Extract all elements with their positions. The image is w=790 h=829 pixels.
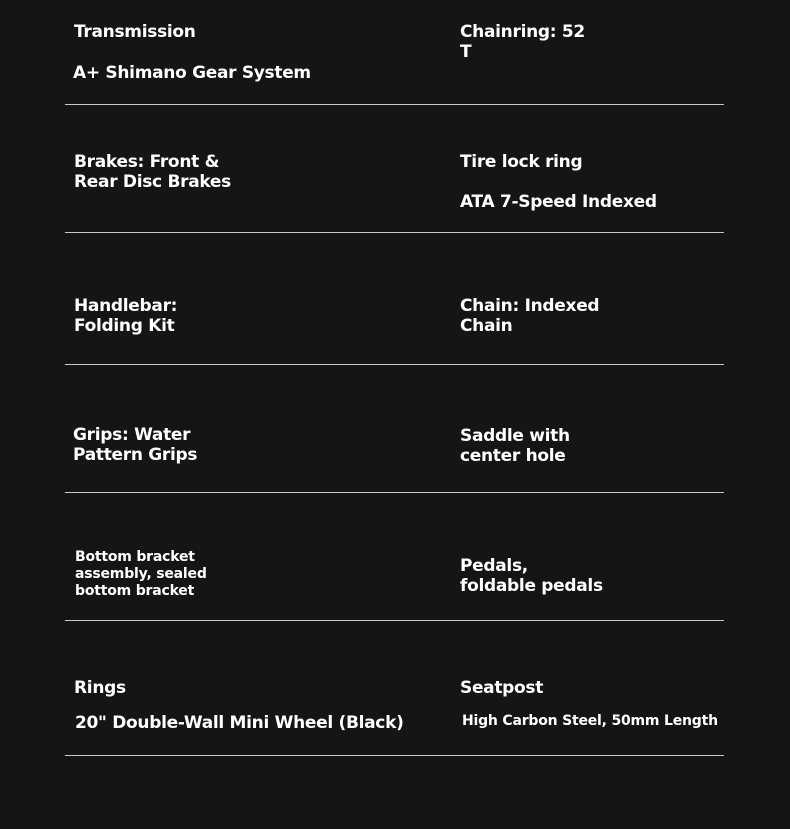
grips-line-1: Grips: Water [73,425,191,445]
transmission-value: A+ Shimano Gear System [73,63,311,83]
chain-line-1: Chain: Indexed [460,296,600,316]
chainring-line-1: Chainring: 52 [460,22,585,42]
grips-line-2: Pattern Grips [73,445,198,465]
brakes-spec [74,152,231,192]
brakes-line-2: Rear Disc Brakes [74,172,231,192]
handlebar-spec [74,296,177,336]
rings-title: Rings [74,678,126,698]
rings-spec [74,678,404,733]
saddle-line-1: Saddle with [460,426,570,446]
bottom-bracket-line-1: Bottom bracket [75,549,195,565]
transmission-spec [74,22,311,83]
pedals-line-1: Pedals, [460,556,528,576]
brakes-line-1: Brakes: Front & [74,152,220,172]
transmission-title: Transmission [74,22,196,42]
saddle-line-2: center hole [460,446,566,466]
tire-lock-value: ATA 7-Speed Indexed [460,192,657,212]
row-divider [65,104,724,105]
handlebar-line-2: Folding Kit [74,316,175,336]
row-divider [65,492,724,493]
bottom-bracket-spec [75,549,207,600]
pedals-spec [460,556,603,596]
chain-line-2: Chain [460,316,513,336]
chain-spec [460,296,599,336]
row-divider [65,755,724,756]
chainring-spec [460,22,585,62]
row-divider [65,364,724,365]
seatpost-spec [460,678,718,730]
tire-lock-title: Tire lock ring [460,152,583,172]
seatpost-title: Seatpost [460,678,544,698]
bottom-bracket-line-3: bottom bracket [75,583,195,599]
row-divider [65,620,724,621]
row-divider [65,232,724,233]
saddle-spec [460,426,570,466]
chainring-line-2: T [460,42,472,62]
handlebar-line-1: Handlebar: [74,296,178,316]
tire-lock-spec [460,152,657,212]
pedals-line-2: foldable pedals [460,576,603,596]
grips-spec [73,425,197,465]
bottom-bracket-line-2: assembly, sealed [75,566,207,582]
rings-value: 20" Double-Wall Mini Wheel (Black) [75,713,404,733]
seatpost-value: High Carbon Steel, 50mm Length [462,713,718,729]
